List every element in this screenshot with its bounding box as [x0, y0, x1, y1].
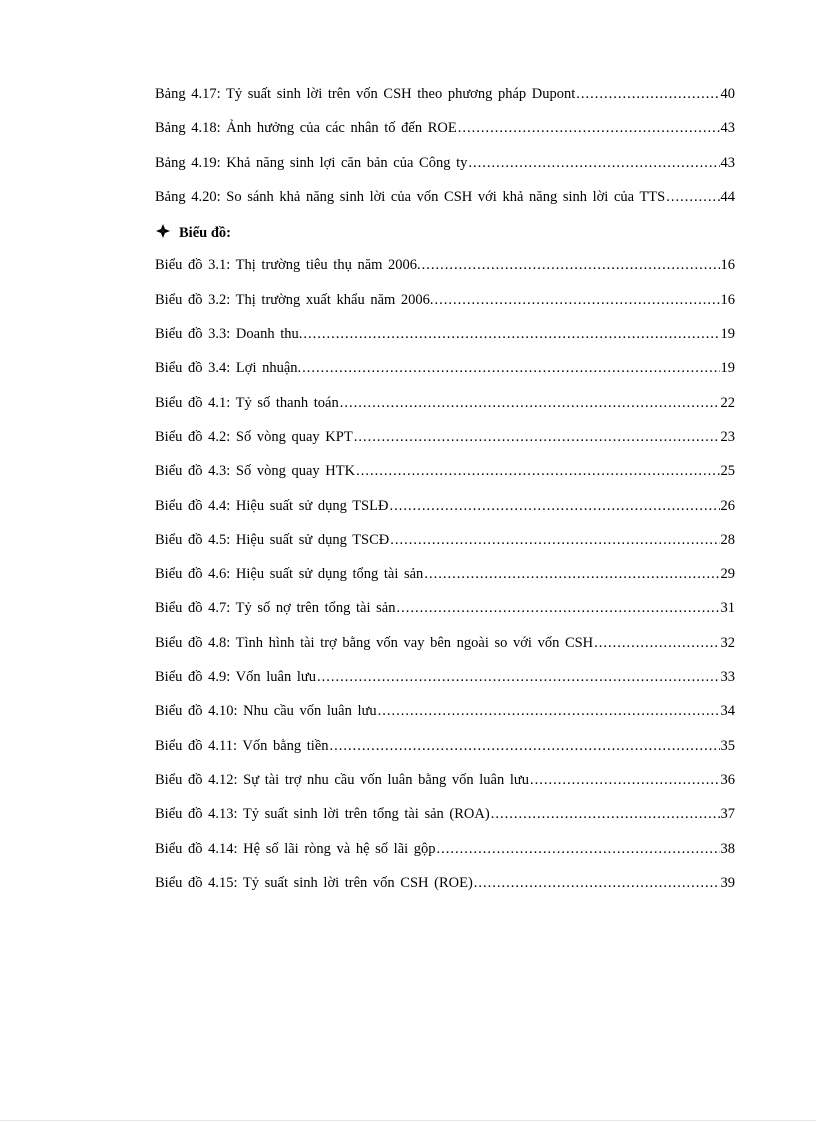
toc-entry-table[interactable] [155, 84, 735, 118]
dot-leader [576, 84, 719, 104]
toc-entry-label: Biểu đồ 4.14: Hệ số lãi ròng và hệ số lãi gộp [155, 840, 436, 857]
toc-entry-page: 16 [720, 291, 735, 308]
toc-entry-table[interactable] [155, 153, 735, 187]
dot-leader [302, 358, 719, 378]
toc-entry-page: 23 [720, 428, 735, 445]
toc-entry-label: Biểu đồ 3.2: Thị trường xuất khẩu năm 2006. [155, 291, 434, 308]
toc-entry-page: 38 [720, 840, 735, 857]
dot-leader [330, 736, 720, 756]
toc-entry-page: 43 [720, 120, 735, 137]
toc-entry-chart[interactable] [155, 358, 735, 392]
toc-entry-page: 32 [720, 634, 735, 651]
toc-entry-page: 43 [720, 154, 735, 171]
dot-leader [356, 461, 719, 481]
toc-entry-chart[interactable] [155, 530, 735, 564]
toc-entry-label: Bảng 4.17: Tỷ suất sinh lời trên vốn CSH theo phương pháp Dupont [155, 86, 576, 102]
toc-entry-chart[interactable] [155, 633, 735, 667]
toc-entry-chart[interactable] [155, 598, 735, 632]
toc-entry-chart[interactable] [155, 701, 735, 735]
charts-heading-text: Biểu đồ: [179, 225, 231, 242]
dot-leader [422, 255, 720, 275]
toc-entry-chart[interactable] [155, 839, 735, 873]
toc-entry-label: Biểu đồ 3.4: Lợi nhuận. [155, 360, 302, 377]
dot-leader [458, 118, 720, 138]
dot-leader [468, 153, 719, 173]
dot-leader [340, 393, 720, 413]
dot-leader [435, 290, 720, 310]
toc-entry-chart[interactable] [155, 736, 735, 770]
toc-entry-page: 44 [720, 188, 735, 205]
dot-leader [594, 633, 719, 653]
charts-section-heading [155, 221, 735, 255]
toc-entry-table[interactable] [155, 187, 735, 221]
dot-leader [390, 530, 719, 550]
toc-entry-label: Biểu đồ 4.4: Hiệu suất sử dụng TSLĐ [155, 497, 389, 514]
toc-entry-chart[interactable] [155, 393, 735, 427]
toc-entry-chart[interactable] [155, 427, 735, 461]
toc-entry-table[interactable] [155, 118, 735, 152]
toc-entry-page: 33 [720, 669, 735, 686]
toc-entry-label: Biểu đồ 4.12: Sự tài trợ nhu cầu vốn luân bằng vốn luân lưu [155, 771, 529, 788]
dot-leader [354, 427, 720, 447]
toc-entry-label: Biểu đồ 4.11: Vốn bằng tiền [155, 737, 329, 754]
dot-leader [424, 564, 719, 584]
toc-entry-chart[interactable] [155, 255, 735, 289]
toc-entry-label: Biểu đồ 4.13: Tỷ suất sinh lời trên tổng tài sản (ROA) [155, 806, 490, 823]
dot-leader [666, 187, 719, 207]
toc-entry-page: 39 [720, 874, 735, 891]
toc-entry-label: Biểu đồ 4.6: Hiệu suất sử dụng tổng tài sản [155, 566, 424, 583]
table-of-contents [155, 84, 735, 907]
dot-leader [389, 496, 719, 516]
toc-entry-label: Biểu đồ 4.10: Nhu cầu vốn luân lưu [155, 703, 377, 720]
toc-entry-page: 19 [720, 360, 735, 377]
toc-entry-page: 22 [720, 394, 735, 411]
toc-entry-label: Bảng 4.20: So sánh khả năng sinh lời của vốn CSH với khả năng sinh lời của TTS [155, 188, 666, 205]
toc-entry-chart[interactable] [155, 461, 735, 495]
toc-entry-label: Biểu đồ 4.8: Tình hình tài trợ bằng vốn vay bên ngoài so với vốn CSH [155, 634, 594, 651]
toc-entry-chart[interactable] [155, 324, 735, 358]
dot-leader [396, 598, 719, 618]
toc-entry-page: 35 [720, 737, 735, 754]
toc-entry-chart[interactable] [155, 770, 735, 804]
toc-entry-label: Biểu đồ 4.7: Tỷ số nợ trên tổng tài sản [155, 600, 396, 617]
toc-entry-label: Biểu đồ 4.3: Số vòng quay HTK [155, 463, 356, 480]
toc-entry-label: Biểu đồ 4.9: Vốn luân lưu [155, 669, 316, 686]
toc-entry-label: Biểu đồ 4.1: Tỷ số thanh toán [155, 394, 339, 411]
toc-entry-label: Biểu đồ 4.15: Tỷ suất sinh lời trên vốn CSH (ROE) [155, 874, 473, 891]
dot-leader [474, 873, 720, 893]
toc-entry-page: 36 [720, 771, 735, 788]
dot-leader [530, 770, 720, 790]
toc-entry-chart[interactable] [155, 290, 735, 324]
page-bottom-divider [0, 1120, 816, 1121]
dot-leader [317, 667, 720, 687]
toc-entry-label: Biểu đồ 3.1: Thị trường tiêu thụ năm 2006. [155, 257, 421, 274]
toc-entry-chart[interactable] [155, 667, 735, 701]
dot-leader [303, 324, 719, 344]
toc-entry-page: 34 [720, 703, 735, 720]
toc-entry-chart[interactable] [155, 873, 735, 907]
toc-entry-label: Biểu đồ 3.3: Doanh thu. [155, 326, 303, 343]
toc-entry-page: 26 [720, 497, 735, 514]
toc-entry-page: 19 [720, 326, 735, 343]
toc-entry-label: Biểu đồ 4.2: Số vòng quay KPT [155, 428, 353, 445]
toc-entry-chart[interactable] [155, 564, 735, 598]
toc-entry-chart[interactable] [155, 496, 735, 530]
dot-leader [491, 804, 720, 824]
toc-entry-page: 25 [720, 463, 735, 480]
toc-entry-page: 28 [720, 531, 735, 548]
toc-entry-label: Biểu đồ 4.5: Hiệu suất sử dụng TSCĐ [155, 531, 390, 548]
diamond-bullet-icon [155, 223, 171, 239]
toc-entry-chart[interactable] [155, 804, 735, 838]
toc-entry-page: 16 [720, 257, 735, 274]
toc-entry-page: 29 [720, 566, 735, 583]
toc-entry-page: 31 [720, 600, 735, 617]
toc-entry-label: Bảng 4.18: Ảnh hưởng của các nhân tố đến ROE [155, 120, 457, 137]
toc-entry-page: 37 [720, 806, 735, 823]
dot-leader [437, 839, 720, 859]
toc-entry-page: 40 [720, 86, 735, 102]
toc-entry-label: Bảng 4.19: Khả năng sinh lợi căn bản của Công ty [155, 154, 468, 171]
dot-leader [378, 701, 720, 721]
